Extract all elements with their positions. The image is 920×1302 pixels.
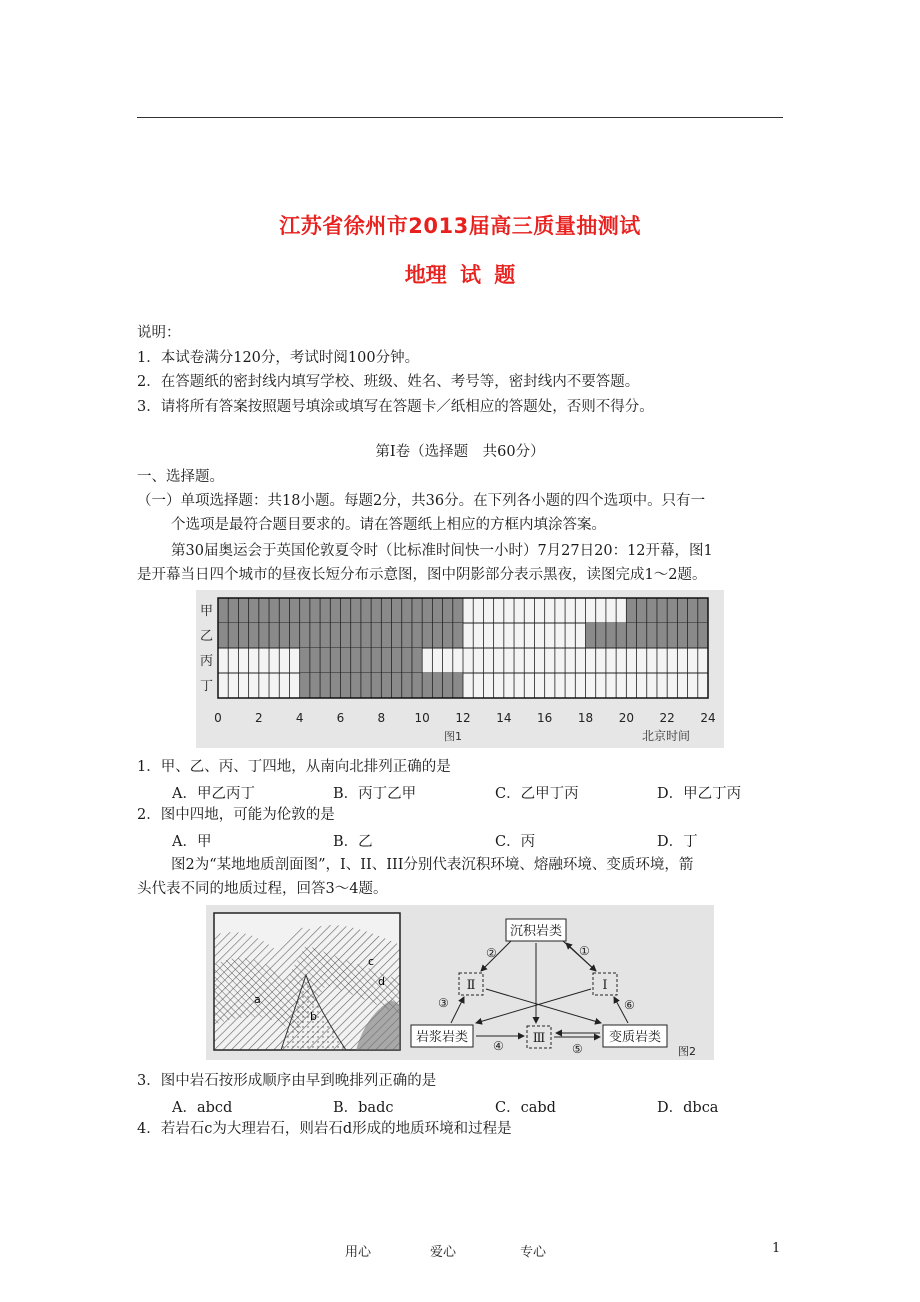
- subsection-text: （一）单项选择题：共18小题。每题2分，共36分。在下列各小题的四个选项中。只有一: [137, 493, 706, 509]
- figure-2-caption: 图2: [678, 1045, 696, 1058]
- part-heading: 一、选择题。: [137, 469, 224, 485]
- exam-subtitle: 地理 试 题: [404, 263, 516, 287]
- process-3: ③: [438, 996, 449, 1010]
- figure-2-svg: [206, 905, 714, 1060]
- row-label: 丁: [200, 679, 214, 694]
- tick-label: 22: [659, 711, 675, 725]
- tick-label: 8: [377, 711, 386, 725]
- intro-text: 第30届奥运会于英国伦敦夏令时（比标准时间快一小时）7月27日20：12开幕，图1: [171, 543, 713, 559]
- q1-option-b: B．丙丁乙甲: [333, 786, 417, 802]
- figure-1-caption: 图1: [444, 730, 462, 743]
- row-label: 丙: [200, 654, 214, 669]
- page-number: 1: [772, 1241, 781, 1256]
- question-1-stem: 1．甲、乙、丙、丁四地，从南向北排列正确的是: [137, 759, 451, 775]
- q3-option-c: C．cabd: [495, 1100, 556, 1116]
- tick-label: 16: [537, 711, 553, 725]
- exam-title: 江苏省徐州市2013届高三质量抽测试: [279, 214, 641, 238]
- tick-label: 6: [336, 711, 345, 725]
- label-b: b: [310, 1010, 317, 1023]
- rock-cycle-diagram: [411, 919, 696, 1058]
- label-c: c: [368, 955, 375, 968]
- intro-text: 头代表不同的地质过程，回答3～4题。: [137, 881, 388, 897]
- tick-label: 2: [255, 711, 263, 725]
- label-d: d: [378, 975, 385, 988]
- q2-option-a: A．甲: [172, 834, 212, 850]
- box-metamorphic: 变质岩类: [608, 1030, 662, 1045]
- tick-label: 12: [455, 711, 471, 725]
- tick-label: 14: [496, 711, 512, 725]
- tick-label: 24: [700, 711, 716, 725]
- tick-label: 10: [414, 711, 430, 725]
- footer-word: 用心: [345, 1245, 372, 1260]
- section-title: 第Ⅰ卷（选择题 共60分）: [375, 444, 545, 460]
- intro-text: 图2为“某地地质剖面图”，I、II、III分别代表沉积环境、熔融环境、变质环境，箭: [171, 857, 694, 873]
- env-II: Ⅱ: [466, 978, 476, 993]
- label-a: a: [254, 993, 261, 1006]
- header-rule: [137, 117, 783, 118]
- q1-option-d: D．甲乙丁丙: [657, 786, 742, 802]
- process-1: ①: [579, 944, 590, 958]
- q1-option-c: C．乙甲丁丙: [495, 786, 579, 802]
- env-I: Ⅰ: [602, 978, 608, 993]
- q3-option-b: B．badc: [333, 1100, 394, 1116]
- x-axis-label: 北京时间: [642, 729, 691, 743]
- question-2-stem: 2．图中四地，可能为伦敦的是: [137, 807, 335, 823]
- process-4: ④: [493, 1039, 504, 1053]
- instruction-item: 1．本试卷满分120分，考试时阅100分钟。: [137, 350, 420, 366]
- question-4-stem: 4．若岩石c为大理岩石，则岩石d形成的地质环境和过程是: [137, 1121, 512, 1137]
- q2-option-d: D．丁: [657, 834, 698, 850]
- instructions-heading: 说明：: [137, 325, 181, 341]
- instruction-item: 2．在答题纸的密封线内填写学校、班级、姓名、考号等，密封线内不要答题。: [137, 374, 640, 390]
- tick-label: 0: [214, 711, 222, 725]
- figure-2-rock-cycle: [206, 905, 714, 1060]
- footer-word: 爱心: [430, 1245, 457, 1260]
- row-label: 乙: [200, 629, 214, 644]
- q2-option-b: B．乙: [333, 834, 373, 850]
- footer-word: 专心: [520, 1245, 547, 1260]
- q2-option-c: C．丙: [495, 834, 536, 850]
- env-III: Ⅲ: [532, 1031, 546, 1046]
- row-label: 甲: [200, 604, 214, 619]
- box-magmatic: 岩浆岩类: [415, 1030, 469, 1045]
- intro-text: 是开幕当日四个城市的昼夜长短分布示意图，图中阴影部分表示黑夜，读图完成1～2题。: [137, 567, 707, 583]
- process-6: ⑥: [624, 998, 635, 1012]
- instruction-item: 3．请将所有答案按照题号填涂或填写在答题卡／纸相应的答题处，否则不得分。: [137, 399, 654, 415]
- process-5: ⑤: [572, 1042, 583, 1056]
- question-3-stem: 3．图中岩石按形成顺序由早到晚排列正确的是: [137, 1073, 437, 1089]
- tick-label: 20: [618, 711, 634, 725]
- geologic-cross-section: [214, 913, 400, 1050]
- q1-option-a: A．甲乙丙丁: [172, 786, 255, 802]
- figure-1-day-night-chart: [196, 590, 724, 748]
- process-2: ②: [486, 946, 497, 960]
- subsection-text: 个选项是最符合题目要求的。请在答题纸上相应的方框内填涂答案。: [171, 517, 606, 533]
- box-sedimentary: 沉积岩类: [509, 924, 563, 939]
- tick-label: 4: [295, 711, 304, 725]
- tick-label: 18: [577, 711, 594, 725]
- q3-option-a: A．abcd: [172, 1100, 233, 1116]
- figure-1-svg: [196, 590, 724, 748]
- q3-option-d: D．dbca: [657, 1100, 719, 1116]
